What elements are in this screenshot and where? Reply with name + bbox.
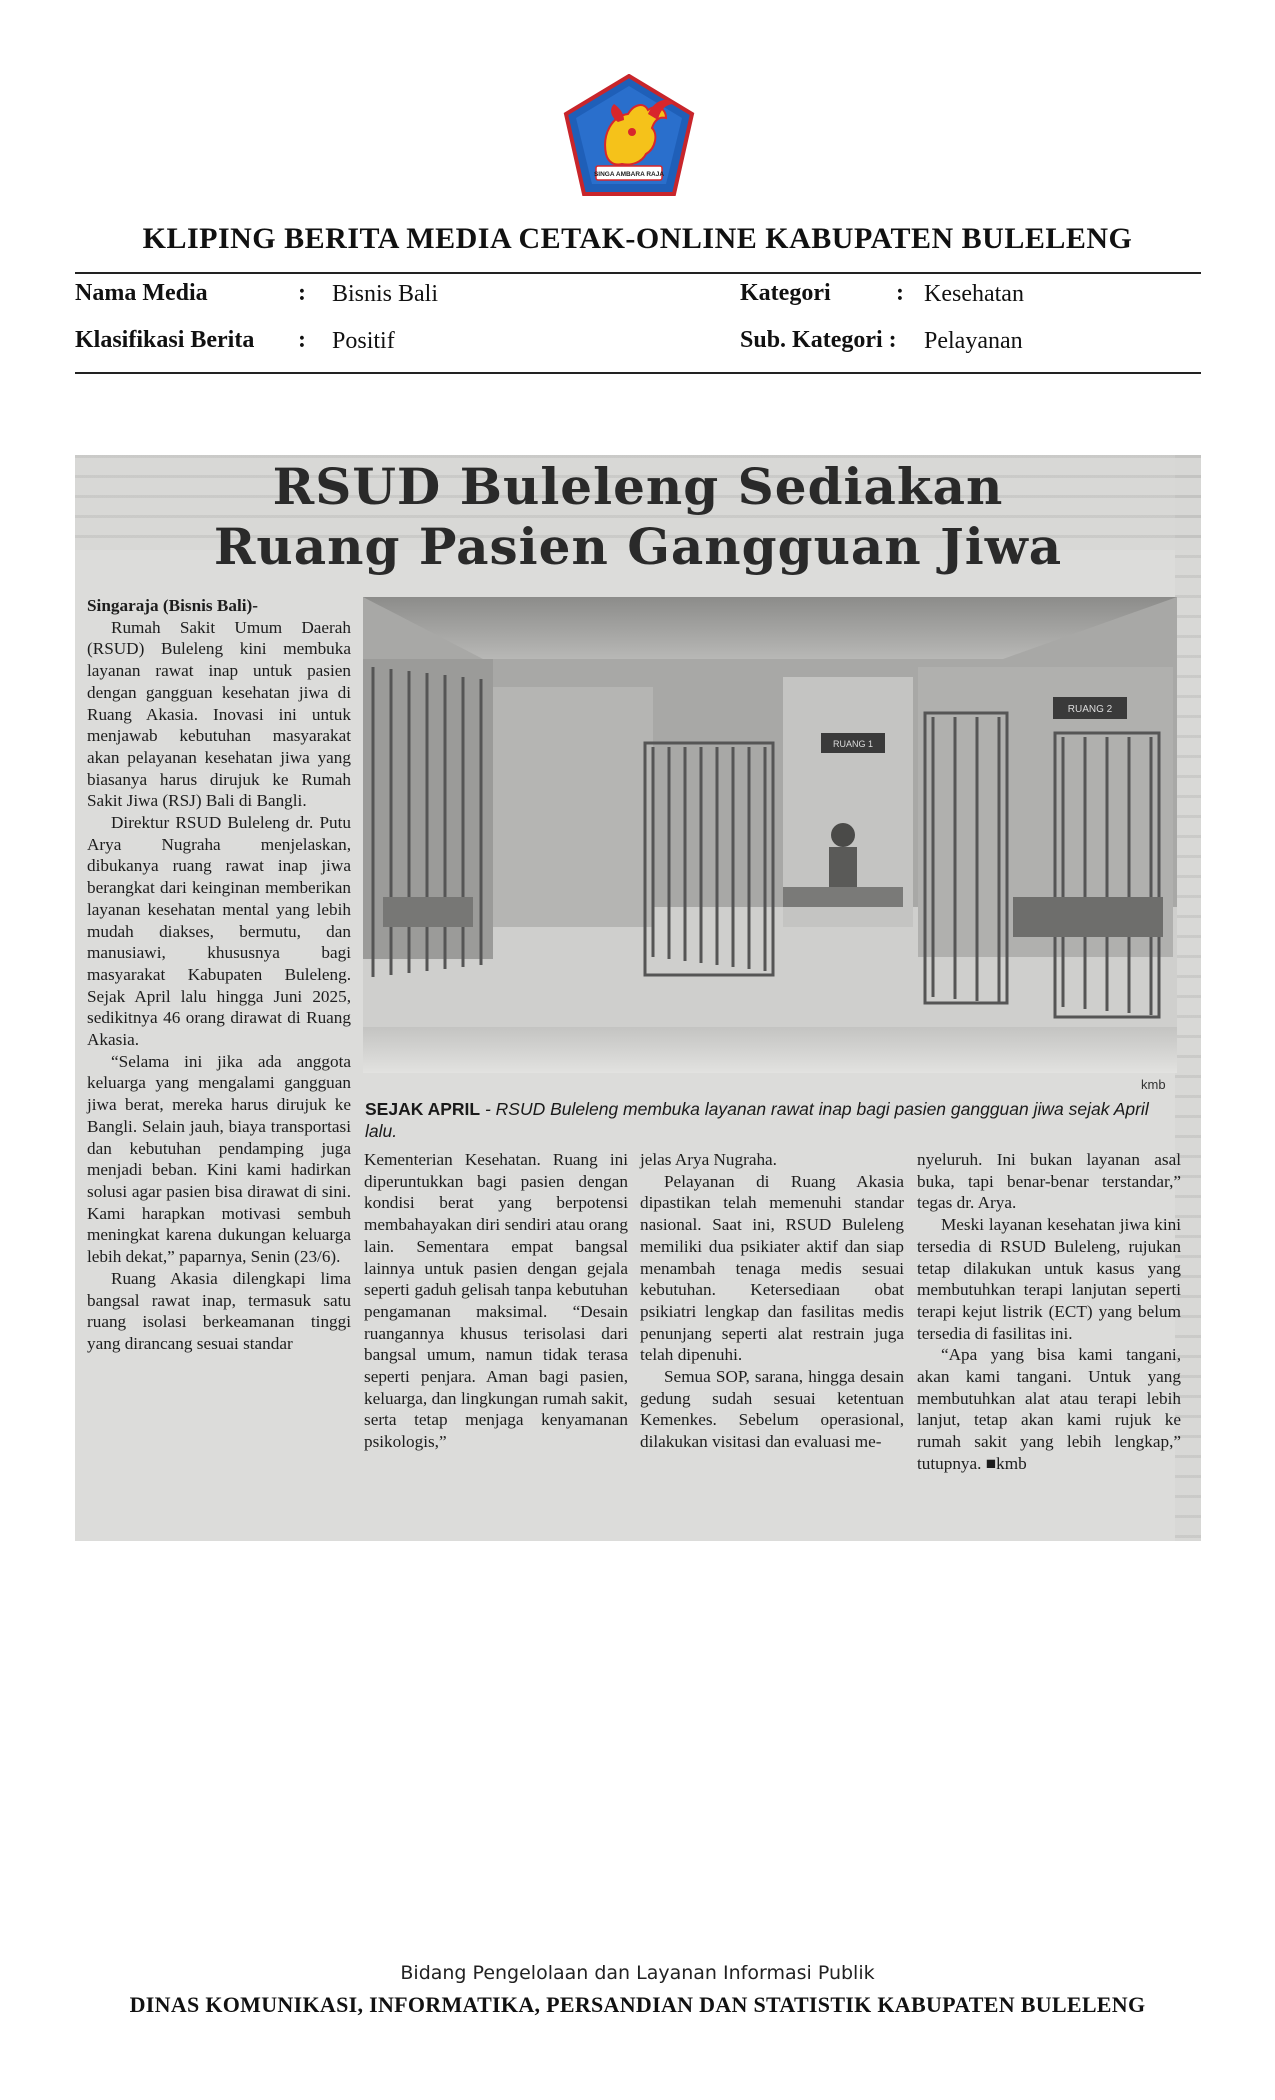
page-title: KLIPING BERITA MEDIA CETAK-ONLINE KABUPATEN BULELENG [142,222,1133,255]
footer-department: DINAS KOMUNIKASI, INFORMATIKA, PERSANDIAN DAN STATISTIK KABUPATEN BULELENG [129,1992,1146,2017]
kategori-value: Kesehatan [924,281,1024,307]
paragraph: Pelayanan di Ruang Akasia dipastikan telah memenuhi standar nasional. Saat ini, RSUD Buleleng memiliki dua psikiater aktif dan siap menambah tenaga medis sesuai kebutuhan. Ketersediaan obat psikiatri lengkap dan fasilitas medis penunjang seperti alat restrain juga telah dipenuhi. [640,1171,904,1365]
caption-head: SEJAK APRIL [365,1099,481,1119]
header-rule-top [75,272,1201,274]
paragraph: “Apa yang bisa kami tangani, akan kami tangani. Untuk yang membutuhkan alat atau terapi lebih lanjut, tetap akan kami rujuk ke rumah sakit yang lebih lengkap,” tutupnya. ■kmb [917,1345,1181,1473]
nama-media-label: Nama Media [75,280,208,306]
paragraph: nyeluruh. Ini bukan layanan asal buka, tapi benar-benar terstandar,” tegas dr. Arya. [917,1150,1181,1213]
headline-line-2: Ruang Pasien Gangguan Jiwa [213,517,1063,576]
article-column-3 [640,1149,904,1453]
paragraph: Kementerian Kesehatan. Ruang ini diperuntukkan bagi pasien dengan kondisi berat yang berpotensi membahayakan diri sendiri atau orang lain. Sementara empat bangsal lainnya untuk pasien dengan gejala seperti gaduh gelisah tanpa kebutuhan pengamanan maksimal. “Desain ruangannya khusus terisolasi dari bangsal umum, namun tidak terasa seperti penjara. Aman bagi pasien, keluarga, dan lingkungan rumah sakit, serta tetap menjaga kenyamanan psikologis,” [364,1150,628,1452]
colon-2: : [896,280,904,306]
footer-unit: Bidang Pengelolaan dan Layanan Informasi Publik [400,1962,875,1984]
newspaper-clipping [75,455,1201,1541]
klasifikasi-label: Klasifikasi Berita [75,327,255,353]
dateline: Singaraja (Bisnis Bali)- [87,596,258,615]
paragraph: Direktur RSUD Buleleng dr. Putu Arya Nugraha menjelaskan, dibukanya ruang rawat inap jiwa berangkat dari keinginan memberikan layanan kesehatan mental yang lebih mudah diakses, bermutu, dan manusiawi, khususnya bagi masyarakat Kabupaten Buleleng. Sejak April lalu hingga Juni 2025, sedikitnya 46 orang dirawat di Ruang Akasia. [87,813,351,1050]
room-sign-2: RUANG 2 [1067,704,1113,715]
room-sign-1: RUANG 1 [832,739,874,749]
photo-credit: kmb [1141,1077,1166,1092]
article-column-2 [364,1149,628,1453]
header-rule-bottom [75,372,1201,374]
paragraph: “Selama ini jika ada anggota keluarga yang mengalami gangguan jiwa berat, mereka harus dirujuk ke Bangli. Selain jauh, biaya transportasi dan kebutuhan pendamping juga menjadi beban. Kini kami hadirkan solusi agar pasien bisa dirawat di sini. Kami harapkan motivasi sembuh meningkat karena dukungan keluarga lebih dekat,” paparnya, Senin (23/6). [87,1051,351,1267]
colon-1: : [298,280,306,306]
klasifikasi-value: Positif [332,328,395,354]
headline-line-1: RSUD Buleleng Sediakan [272,457,1004,516]
kategori-label: Kategori [740,280,831,306]
paragraph: Rumah Sakit Umum Daerah (RSUD) Buleleng kini membuka layanan rawat inap untuk pasien dengan gangguan kesehatan jiwa di Ruang Akasia. Inovasi ini untuk menjawab kebutuhan masyarakat akan pelayanan kesehatan jiwa yang biasanya harus dirujuk ke Rumah Sakit Jiwa (RSJ) Bali di Bangli. [87,617,351,811]
paragraph: jelas Arya Nugraha. [640,1150,777,1169]
article-photo [363,597,1177,1073]
paragraph: Semua SOP, sarana, hingga desain gedung sudah sesuai ketentuan Kemenkes. Sebelum operasional, dilakukan visitasi dan evaluasi me- [640,1367,904,1452]
caption-text: - RSUD Buleleng membuka layanan rawat inap bagi pasien gangguan jiwa sejak April lalu. [365,1099,1149,1141]
sub-kategori-value: Pelayanan [924,328,1023,354]
article-column-1 [87,595,351,1355]
nama-media-value: Bisnis Bali [332,281,439,307]
article-column-4 [917,1149,1181,1475]
logo-banner-text: SINGA AMBARA RAJA [593,171,665,178]
paragraph: Meski layanan kesehatan jiwa kini tersedia di RSUD Buleleng, rujukan tetap dilakukan untuk kasus yang membutuhkan terapi lanjutan seperti terapi kejut listrik (ECT) yang belum tersedia di fasilitas ini. [917,1215,1181,1343]
sub-kategori-label: Sub. Kategori : [740,327,897,353]
paragraph: Ruang Akasia dilengkapi lima bangsal rawat inap, termasuk satu ruang isolasi berkeamanan tinggi yang dirancang sesuai standar [87,1268,351,1353]
buleleng-logo [562,74,696,200]
photo-caption [365,1098,1177,1142]
colon-3: : [298,327,306,353]
